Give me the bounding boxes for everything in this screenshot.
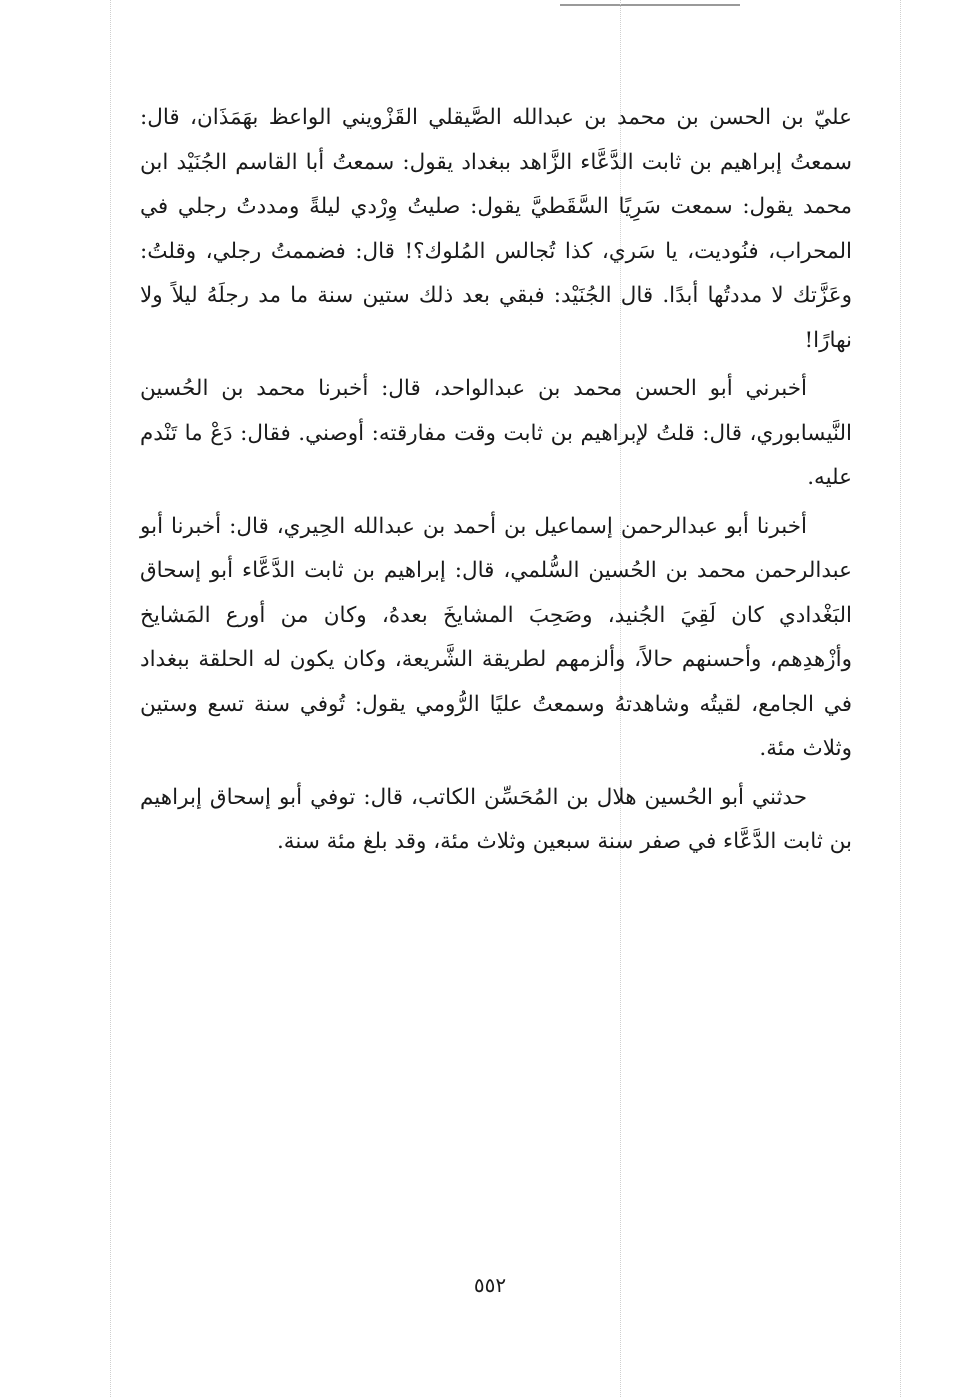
scan-artifact-line (900, 0, 901, 1397)
paragraph-3: أخبرنا أبو عبدالرحمن إسماعيل بن أحمد بن عبدالله الحِيري، قال: أخبرنا أبو عبدالرحمن محمد بن الحُسين السُّلمي، قال: إبراهيم بن ثابت الدَّعَّاء أبو إسحاق البَغْدادي كان لَقِيَ الجُنيد، وصَحِبَ المشايخَ بعدهُ، وكان من أورع المَشايخ وأزْهدِهم، وأحسنهم حالاً، وألزمهم لطريقة الشَّريعة، وكان يكون له الحلقة ببغداد في الجامع، لقيتُه وشاهدتهُ وسمعتُ عليًا الرُّومي يقول: تُوفي سنة تسع وستين وثلاث مئة. (140, 513, 852, 761)
top-rule (560, 4, 740, 6)
paragraph-4: حدثني أبو الحُسين هلال بن المُحَسِّن الكاتب، قال: توفي أبو إسحاق إبراهيم بن ثابت الدَّعَّاء في صفر سنة سبعين وثلاث مئة، وقد بلغ مئة سنة. (140, 784, 852, 854)
paragraph-2: أخبرني أبو الحسن محمد بن عبدالواحد، قال: أخبرنا محمد بن الحُسين النَّيسابوري، قال: قلتُ لإبراهيم بن ثابت وقت مفارقته: أوصني. فقال: دَعْ ما تَنْدم عليه. (140, 376, 852, 490)
page-body (140, 96, 852, 869)
paragraph-1: عليّ بن الحسن بن محمد بن عبدالله الصَّيقلي القَزْويني الواعظ بهَمَذَان، قال: سمعتُ إبراهيم بن ثابت الدَّعَّاء الزَّاهد ببغداد يقول: سمعتُ أبا القاسم الجُنَيْد ابن محمد يقول: سمعت سَرِيًا السَّقَطيَّ يقول: صليتُ وِرْدي ليلةً ومددتُ رجلي في المحراب، فنُوديت، يا سَري، كذا تُجالس المُلوك؟! قال: فضممتُ رجلي، وقلتُ: وعَزَّتك لا مددتُها أبدًا. قال الجُنَيْد: فبقي بعد ذلك ستين سنة ما مد رجلَهُ ليلاً ولا نهارًا! (140, 105, 852, 353)
page-number: ٥٥٢ (473, 1273, 507, 1297)
scan-artifact-line (110, 0, 111, 1397)
